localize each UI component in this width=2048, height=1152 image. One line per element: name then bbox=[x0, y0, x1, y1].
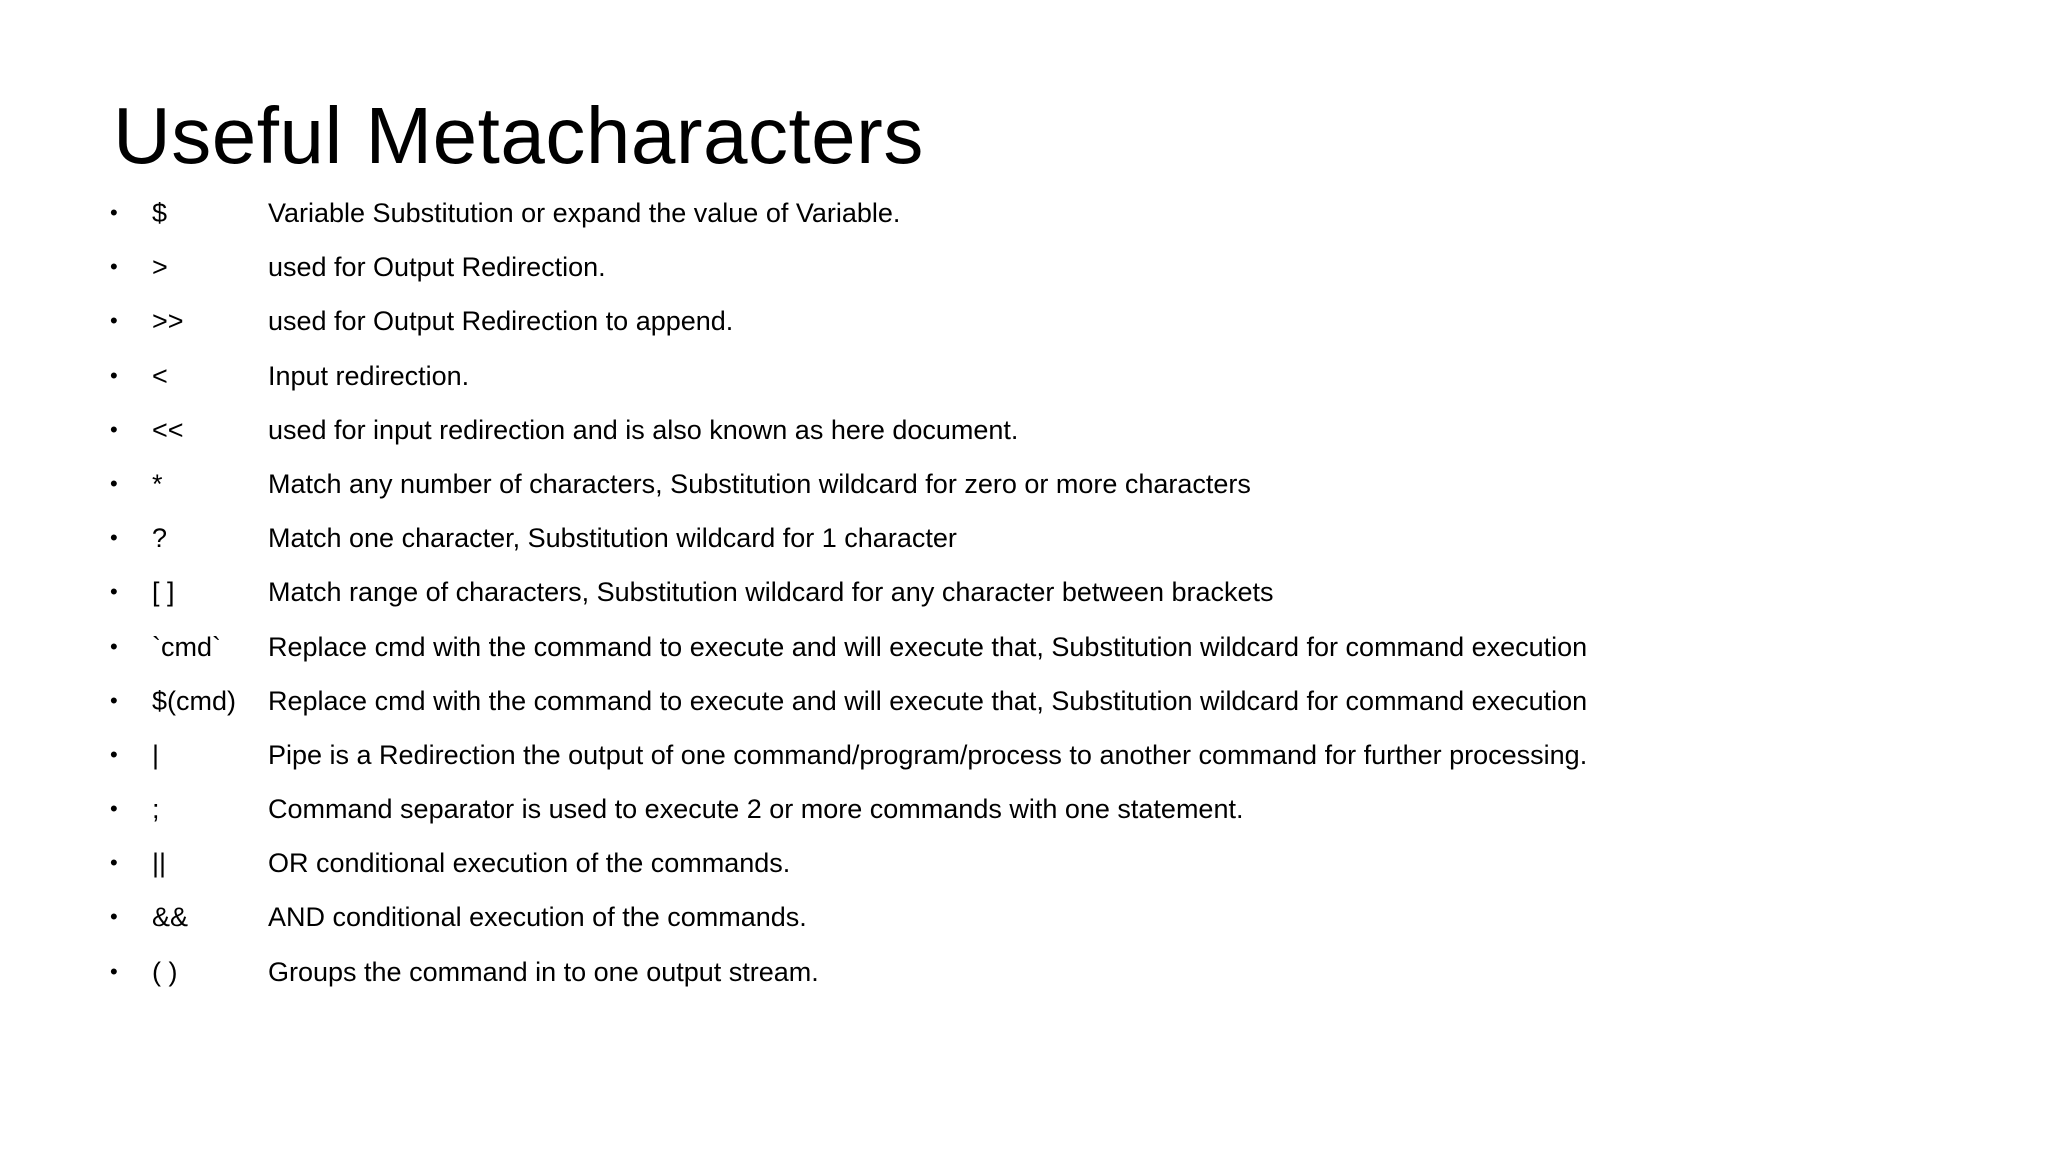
bullet-icon: • bbox=[110, 254, 118, 280]
bullet-icon: • bbox=[110, 525, 118, 551]
metacharacter-description: used for Output Redirection. bbox=[268, 252, 606, 283]
metacharacter-description: Replace cmd with the command to execute and will execute that, Substitution wildcard for command execution bbox=[268, 685, 1588, 716]
metacharacter-symbol: $ bbox=[152, 198, 168, 228]
bullet-icon: • bbox=[110, 308, 118, 334]
bullet-icon: • bbox=[110, 633, 118, 659]
metacharacter-symbol: ( ) bbox=[152, 956, 178, 987]
metacharacter-symbol: << bbox=[152, 414, 184, 445]
metacharacter-description: Match one character, Substitution wildcard for 1 character bbox=[268, 523, 957, 554]
bullet-icon: • bbox=[110, 741, 118, 767]
metacharacter-description: Command separator is used to execute 2 or more commands with one statement. bbox=[268, 794, 1244, 825]
metacharacter-description: used for input redirection and is also known as here document. bbox=[268, 414, 1019, 445]
bullet-icon: • bbox=[110, 958, 118, 984]
metacharacter-symbol: | bbox=[152, 739, 160, 770]
metacharacter-symbol: `cmd` bbox=[152, 631, 221, 662]
metacharacter-description: OR conditional execution of the commands. bbox=[268, 848, 791, 879]
bullet-icon: • bbox=[110, 416, 118, 442]
metacharacter-symbol: < bbox=[152, 360, 168, 391]
metacharacter-description: Input redirection. bbox=[268, 360, 470, 391]
metacharacter-symbol: || bbox=[152, 848, 167, 879]
metacharacter-symbol: $(cmd) bbox=[152, 685, 237, 716]
metacharacter-symbol: ? bbox=[152, 523, 168, 554]
bullet-icon: • bbox=[110, 579, 118, 605]
metacharacter-symbol: > bbox=[152, 252, 168, 283]
slide-title: Useful Metacharacters bbox=[113, 91, 924, 180]
metacharacter-symbol: && bbox=[152, 902, 189, 933]
metacharacter-symbol: [ ] bbox=[152, 577, 175, 608]
bullet-icon: • bbox=[110, 904, 118, 930]
metacharacter-symbol: * bbox=[152, 468, 163, 499]
metacharacter-description: Match range of characters, Substitution wildcard for any character between brackets bbox=[268, 577, 1274, 608]
metacharacter-description: Pipe is a Redirection the output of one command/program/process to another command for further processing. bbox=[268, 739, 1588, 770]
metacharacter-symbol: >> bbox=[152, 306, 184, 337]
bullet-icon: • bbox=[110, 362, 118, 388]
metacharacter-description: AND conditional execution of the commands. bbox=[268, 902, 807, 933]
metacharacter-description: Groups the command in to one output stream. bbox=[268, 956, 819, 987]
metacharacter-description: Variable Substitution or expand the value of Variable. bbox=[268, 198, 901, 228]
metacharacter-description: used for Output Redirection to append. bbox=[268, 306, 734, 337]
bullet-icon: • bbox=[110, 470, 118, 496]
metacharacter-description: Match any number of characters, Substitution wildcard for zero or more characters bbox=[268, 468, 1251, 499]
bullet-icon: • bbox=[110, 687, 118, 713]
bullet-icon: • bbox=[110, 850, 118, 876]
bullet-icon: • bbox=[110, 796, 118, 822]
metacharacter-symbol: ; bbox=[152, 794, 160, 825]
metacharacter-description: Replace cmd with the command to execute and will execute that, Substitution wildcard for command execution bbox=[268, 631, 1588, 662]
bullet-icon: • bbox=[110, 200, 118, 225]
